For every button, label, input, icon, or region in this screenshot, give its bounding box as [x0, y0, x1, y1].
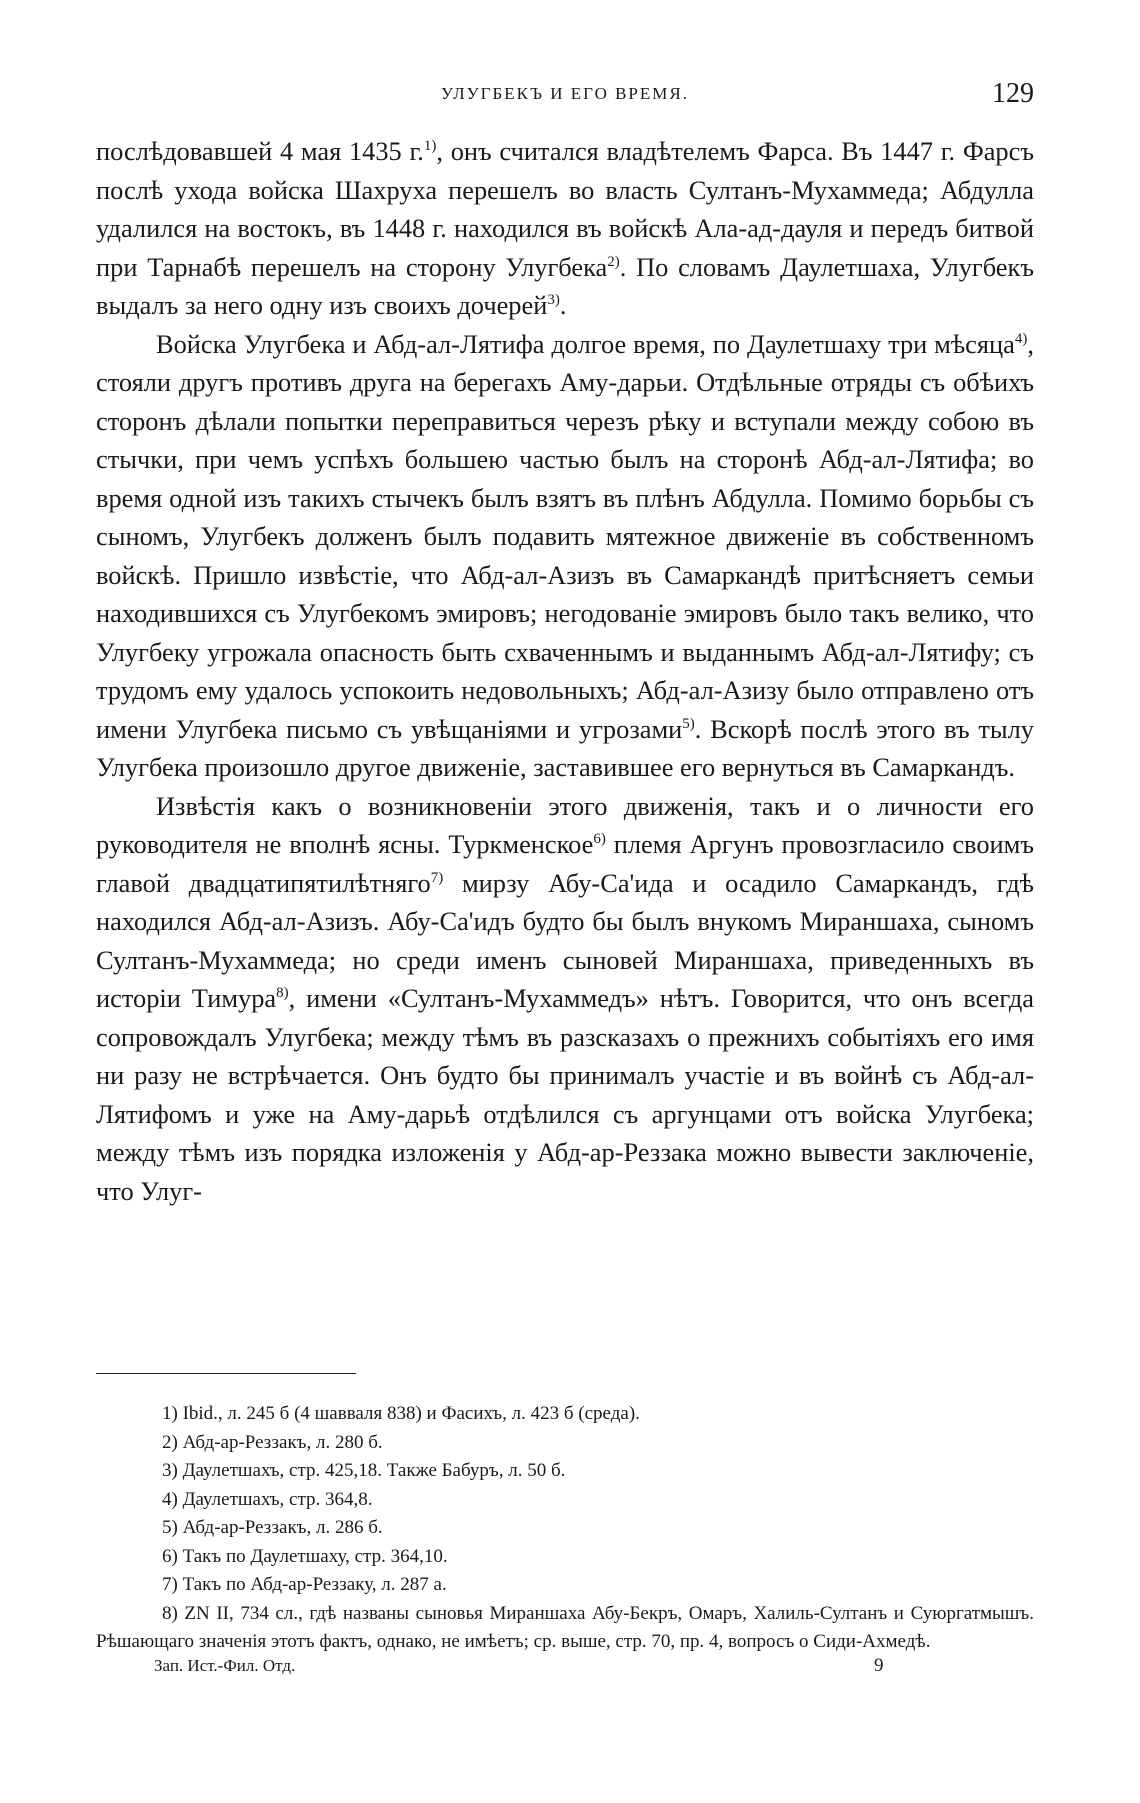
- page-footer: [96, 1651, 1034, 1681]
- footnote-3: 3) Даулетшахъ, стр. 425,18. Также Бабуръ, л. 50 б.: [162, 1460, 566, 1481]
- footnote-ref-8: 8): [276, 985, 289, 1002]
- text-run: . По словамъ Даулетшаха, Улугбекъ выдалъ за него одну изъ своихъ дочерей: [96, 251, 1034, 320]
- footnote-ref-1: 1): [423, 138, 437, 155]
- footnote-ref-7: 7): [430, 869, 444, 886]
- footnote-8: 8) ZN II, 734 сл., гдѣ названы сыновья Мираншаха Абу-Бекръ, Омаръ, Халиль-Султанъ и Суюргатмышъ. Рѣшающаго значенія этотъ фактъ, однако, не имѣетъ; ср. выше, стр. 70, пр. 4, вопросъ о Сиди-Ахмедѣ.: [96, 1602, 1034, 1652]
- paragraph-1: [96, 132, 1034, 325]
- footnote-6: 6) Такъ по Даулетшаху, стр. 364,10.: [162, 1545, 448, 1567]
- footnote-ref-3: 3): [547, 292, 560, 309]
- footnote-ref-2: 2): [607, 253, 620, 270]
- footnote-7: 7) Такъ по Абд-ар-Реззаку, л. 287 а.: [162, 1574, 447, 1595]
- text-run: .: [559, 290, 567, 320]
- footnote-2: 2) Абд-ар-Реззакъ, л. 280 б.: [162, 1431, 383, 1453]
- text-run: . Вскорѣ послѣ этого въ тылу Улугбека произошло другое движеніе, заставившее его вернуться въ Самаркандъ.: [96, 713, 1034, 782]
- publication-mark: Зап. Ист.-Фил. Отд.: [154, 1656, 296, 1675]
- paragraph-3: [96, 787, 1034, 1211]
- text-run: , имени «Султанъ-Мухаммедъ» нѣтъ. Говорится, что онъ всегда сопровождалъ Улугбека; между тѣмъ въ разсказахъ о прежнихъ событіяхъ его имя ни разу не встрѣчается. Онъ будто бы принималъ участіе и въ войнѣ съ Абд-ал-Лятифомъ и уже на Аму-дарьѣ отдѣлился съ аргунцами отъ войска Улугбека; между тѣмъ изъ порядка изложенія у Абд-ар-Реззака можно вывести заключеніе, что Улуг-: [96, 983, 1035, 1206]
- text-run: Извѣстія какъ о возникновеніи этого движенія, такъ и о личности его руководителя не вполнѣ ясны. Туркменское: [96, 790, 1034, 859]
- text-run: , онъ считался владѣтелемъ Фарса. Въ 1447 г. Фарсъ послѣ ухода войска Шахруха перешелъ во власть Султанъ-Мухаммеда; Абдулла удалился на востокъ, въ 1448 г. находился въ войскѣ Ала-ад-дауля и передъ битвой при Тарнабѣ перешелъ на сторону Улугбека: [96, 136, 1034, 282]
- footnote-ref-5: 5): [682, 715, 695, 732]
- footnote-rule: [96, 1373, 356, 1374]
- footnote-ref-4: 4): [1014, 330, 1028, 347]
- text-run: послѣдовавшей 4 мая 1435 г.: [96, 136, 424, 166]
- paragraph-2: [96, 325, 1034, 787]
- page-number: 129: [992, 78, 1034, 109]
- page-header: [96, 74, 1034, 114]
- text-run: мирзу Абу-Са'ида и осадило Самаркандъ, гдѣ находился Абд-ал-Азизъ. Абу-Са'идъ будто бы былъ внукомъ Мираншаха, сыномъ Султанъ-Мухаммеда; но среди именъ сыновей Мираншаха, приведенныхъ въ исторіи Тимура: [96, 867, 1034, 1013]
- footnote-ref-6: 6): [593, 831, 606, 848]
- running-head: УЛУГБЕКЪ И ЕГО ВРЕМЯ.: [441, 84, 689, 103]
- footnote-4: 4) Даулетшахъ, стр. 364,8.: [162, 1488, 373, 1510]
- footnote-1: 1) Ibid., л. 245 б (4 шавваля 838) и Фасихъ, л. 423 б (среда).: [162, 1403, 640, 1424]
- footnotes: [96, 1400, 1034, 1657]
- text-run: Войска Улугбека и Абд-ал-Лятифа долгое время, по Даулетшаху три мѣсяца: [156, 328, 1015, 359]
- text-run: , стояли другъ противъ друга на берегахъ Аму-дарьи. Отдѣльные отряды съ обѣихъ сторонъ дѣлали попытки переправиться черезъ рѣку и вступали между собою въ стычки, при чемъ успѣхъ большею частью былъ на сторонѣ Абд-ал-Лятифа; во время одной изъ такихъ стычекъ былъ взятъ въ плѣнъ Абдулла. Помимо борьбы съ сыномъ, Улугбекъ долженъ былъ подавить мятежное движеніе въ собственномъ войскѣ. Пришло извѣстіе, что Абд-ал-Азизъ въ Самаркандѣ притѣсняетъ семьи находившихся съ Улугбекомъ эмировъ; негодованіе эмировъ было такъ велико, что Улугбеку угрожала опасность быть схваченнымъ и выданнымъ Абд-ал-Лятифу; съ трудомъ ему удалось успокоить недовольныхъ; Абд-ал-Азизу было отправлено отъ имени Улугбека письмо съ увѣщаніями и угрозами: [96, 328, 1034, 744]
- signature-mark: 9: [874, 1655, 884, 1676]
- text-run: племя Аргунъ провозгласило своимъ главой двадцатипятилѣтняго: [96, 829, 1034, 898]
- main-text: [96, 132, 1034, 1210]
- footnote-5: 5) Абд-ар-Реззакъ, л. 286 б.: [162, 1517, 383, 1538]
